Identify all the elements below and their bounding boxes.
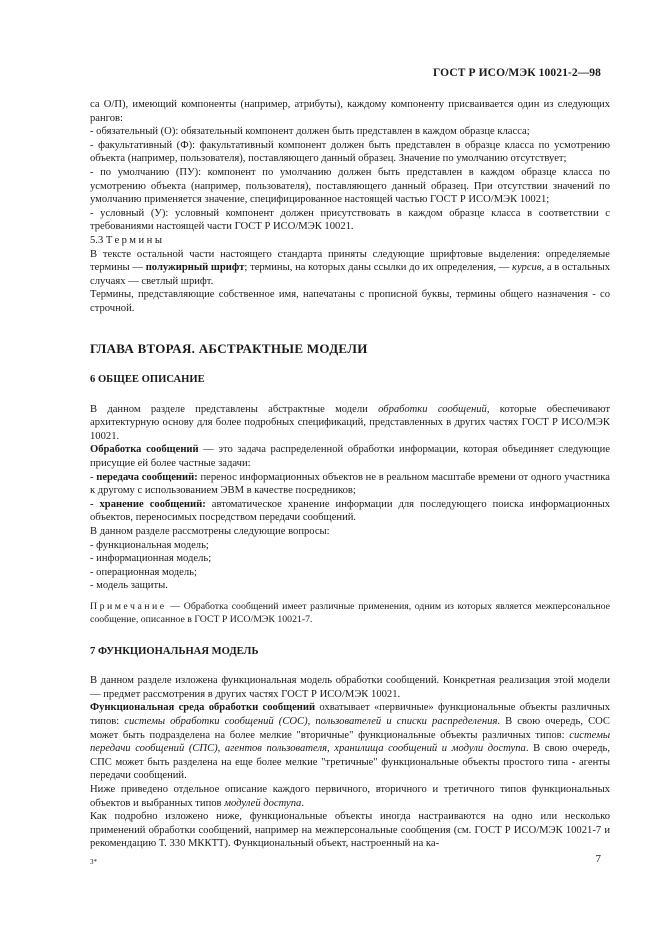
subsection-title: Термины	[105, 234, 165, 246]
text-run: , которые обеспечивают архитектурную основу для более подробных спецификаций, представленных в других частях ГОСТ Р ИСО/МЭК 10021.	[90, 403, 610, 442]
chapter-title: ГЛАВА ВТОРАЯ. АБСТРАКТНЫЕ МОДЕЛИ	[90, 340, 368, 356]
paragraph	[90, 783, 610, 810]
text-run: — это задача распределенной обработки информации, которая объединяет следующие присущие ей более частные задачи:	[90, 444, 610, 470]
paragraph	[90, 403, 610, 444]
list-item: - функциональная модель;	[90, 539, 209, 551]
section-title: 6 ОБЩЕЕ ОПИСАНИЕ	[90, 374, 205, 386]
list-item: - по умолчанию (ПУ): компонент по умолчанию должен быть представлен в каждом образце класса по усмотрению объекта (например, пользователя), поставляющего данный образец. При отсутствии значений по умолчанию применяется значение, специфицированное настоящей частью ГОСТ Р ИСО/МЭК 10021;	[90, 166, 610, 206]
list-item: - условный (У): условный компонент должен присутствовать в каждом образце класса в соответствии с требованиями настоящей части ГОСТ Р ИСО/МЭК 10021.	[90, 207, 610, 233]
list-item: - операционная модель;	[90, 566, 197, 578]
text-run: автоматическое хранение информации для последующего поиска информационных объектов, переносимых посредством передачи сообщений.	[90, 498, 610, 524]
italic-term: системы передачи сообщений (СПС), агентов пользователя, хранилища сообщений и модули доступа	[90, 729, 611, 755]
note-label: Примечание	[90, 601, 167, 612]
bold-term: Обработка сообщений	[90, 444, 199, 456]
paragraph: са О/П), имеющий компоненты (например, атрибуты), каждому компоненту присваивается один из следующих рангов:	[90, 99, 610, 124]
text-run: В тексте остальной части настоящего стандарта приняты следующие шрифтовые выделения: определяемые термины —	[90, 248, 610, 274]
paragraph: В данном разделе рассмотрены следующие вопросы:	[90, 526, 330, 538]
bold-term: передача сообщений:	[96, 471, 198, 483]
subsection-heading	[90, 234, 610, 248]
bold-term: Функциональная среда обработки сообщений	[90, 702, 316, 714]
subsection-number: 5.3	[90, 234, 104, 246]
document-header: ГОСТ Р ИСО/МЭК 10021-2—98	[433, 67, 601, 79]
text-run: . В свою очередь, СОС может быть подразделена на более мелкие "вторичные" функциональные объекты различных типов:	[90, 715, 610, 741]
page-content	[90, 98, 610, 851]
bold-term: - хранение сообщений:	[90, 498, 206, 510]
italic-term: обработки сообщений	[378, 403, 487, 415]
italic-term: модулей доступа	[221, 797, 302, 809]
italic-term: системы обработки сообщений (СОС), пользователей и списки распределения	[119, 715, 498, 727]
text-run: перенос информационных объектов не в реальном масштабе времени от одного участника к другому с использованием ЭВМ в качестве посредников;	[90, 471, 610, 497]
list-item	[90, 125, 610, 139]
paragraph	[90, 248, 610, 289]
paragraph: Как подробно изложено ниже, функциональные объекты иногда настраиваются на одно или несколько применений обработки сообщений, например на межперсональные сообщения (см. ГОСТ Р ИСО/МЭК 10021-7 и рекомендацию Т. 330 МККТТ). Функциональный объект, настроенный на ка-	[90, 811, 610, 850]
text-run: .	[301, 797, 304, 809]
text-run: ; термины, на которых даны ссылки до их определения, —	[244, 262, 510, 274]
footer-mark: 3*	[90, 858, 97, 866]
list-item: - передача сообщений: перенос информационных объектов не в реальном масштабе времени от одного участника к другому с использованием ЭВМ в качестве посредников;	[90, 471, 610, 497]
text-run: В данном разделе представлены абстрактные модели	[90, 403, 368, 415]
text-run: охватывает «первичные» функциональные объекты различных типов:	[90, 702, 610, 727]
text-run: Ниже приведено отдельное описание каждого первичного, вторичного и третичного типов функциональных объектов и выбранных типов	[90, 783, 610, 809]
paragraph	[90, 701, 610, 783]
note	[90, 601, 610, 627]
list-item: - модель защиты.	[90, 580, 168, 592]
paragraph: В данном разделе изложена функциональная модель обработки сообщений. Конкретная реализация этой модели — предмет рассмотрения в других частях ГОСТ Р ИСО/МЭК 10021.	[90, 675, 610, 700]
italic-term: курсив	[512, 262, 542, 274]
paragraph	[90, 443, 610, 470]
list-item	[90, 498, 610, 525]
section-title: 7 ФУНКЦИОНАЛЬНАЯ МОДЕЛЬ	[90, 645, 259, 657]
text-run: . В свою очередь, СПС может быть разделена на еще более мелкие "третичные" функциональные объекты простого типа - агенты передачи сообщений.	[90, 743, 610, 782]
list-item-text: - обязательный (О): обязательный компонент должен быть представлен в каждом образце класса;	[90, 126, 530, 138]
bold-term: полужирный шрифт	[145, 262, 245, 274]
note-text: — Обработка сообщений имеет различные применения, одним из которых является межперсональное сообщение, описанное в ГОСТ Р ИСО/МЭК 10021-7.	[90, 601, 610, 625]
text-run: , а в остальных случаях — светлый шрифт.	[90, 262, 610, 287]
page-number: 7	[595, 853, 601, 865]
list-item: - факультативный (Ф): факультативный компонент должен быть представлен в образце класса по усмотрению объекта (например, пользователя), поставляющего данный образец. Значение по умолчанию отсутствует;	[90, 139, 610, 165]
paragraph: Термины, представляющие собственное имя, напечатаны с прописной буквы, термины общего назначения - со строчной.	[90, 289, 610, 314]
list-item: - информационная модель;	[90, 553, 212, 565]
